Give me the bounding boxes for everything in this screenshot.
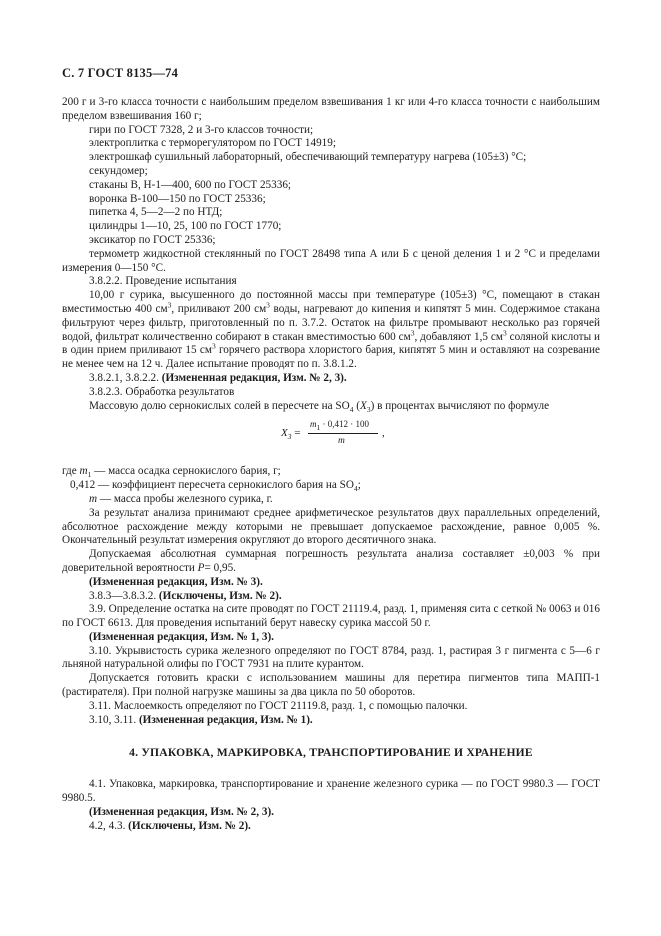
paragraph-3823 [62, 400, 600, 414]
text-run: , приливают 200 см [171, 302, 267, 315]
equipment-item: цилиндры 1—10, 25, 100 по ГОСТ 1770; [89, 220, 282, 233]
amendment-note [62, 372, 600, 386]
amendment-text: (Исключены, Изм. № 2). [158, 589, 282, 602]
formula-numerator [310, 419, 369, 433]
text-run: Массовую долю сернокислых солей в пересчете на SO [89, 399, 350, 412]
equipment-item: эксикатор по ГОСТ 25336; [89, 233, 216, 246]
variable: m [310, 419, 317, 430]
superscript: 3 [410, 327, 415, 337]
clause-numbers: 4.2, 4.3. [89, 819, 126, 832]
text-run: ( [353, 399, 361, 412]
paragraph-3831 [62, 590, 600, 604]
equipment-item: пипетка 4, 5—2—2 по НТД; [89, 206, 223, 219]
text-run: где [62, 465, 80, 478]
text-run: — коэффициент пересчета сернокислого бария на SO [95, 479, 354, 492]
subscript: 1 [316, 423, 321, 433]
formula-lhs [281, 427, 301, 442]
subscript: 3 [287, 432, 292, 442]
page-header: С. 7 ГОСТ 8135—74 [62, 66, 179, 80]
clause-numbers: 3.8.3—3.8.3.2. [89, 589, 157, 602]
amendment-text: (Измененная редакция, Изм. № 1). [138, 713, 313, 726]
amendment-text: (Исключены, Изм. № 2). [128, 819, 251, 832]
equipment-item: секундомер; [89, 164, 148, 177]
amendment-note: (Измененная редакция, Изм. № 1, 3). [89, 630, 274, 643]
clause-numbers: 3.10, 3.11. [89, 713, 137, 726]
subscript: 4 [349, 404, 354, 414]
fraction-bar [308, 433, 378, 434]
equipment-thermometer: термометр жидкостной стеклянный по ГОСТ 28498 типа А или Б с ценой деления 1 и 2 °С и пределами измерения 0—150 °С. [62, 247, 600, 274]
equipment-item: электрошкаф сушильный лабораторный, обеспечивающий температуру нагрева (105±3) °С; [89, 151, 527, 164]
amendment-text: (Измененная редакция, Изм. № 2, 3). [161, 371, 347, 384]
superscript: 3 [167, 300, 172, 310]
variable: X [360, 399, 367, 412]
paragraph-result-2 [62, 548, 600, 576]
variable: X [281, 427, 288, 440]
subscript: 4 [353, 484, 358, 494]
equipment-item: воронка В-100—150 по ГОСТ 25336; [89, 192, 266, 205]
text-run: , добавляют 1,5 см [414, 330, 503, 343]
subscript: 3 [366, 404, 371, 414]
paragraph-310: 3.10. Укрывистость сурика железного определяют по ГОСТ 8784, разд. 1, растирая 3 г пигмента с 5—6 г льняной натуральной олифы по ГОСТ 7931 на плите курантом. [62, 644, 600, 671]
formula-denominator: m [338, 436, 345, 447]
text-run: 10,00 г сурика, высушенного до постоянной массы при температуре (105±3) °С, помещают в стакан вместимостью 400 см [62, 289, 600, 315]
section-title-3823: 3.8.2.3. Обработка результатов [89, 385, 235, 398]
where-line-1 [62, 465, 600, 479]
superscript: 3 [502, 327, 507, 337]
text-run: — масса пробы железного сурика, г. [97, 492, 273, 505]
text-run: ) в процентах вычисляют по формуле [370, 399, 550, 412]
paragraph-311: 3.11. Маслоемкость определяют по ГОСТ 21119.8, разд. 1, с помощью палочки. [89, 699, 468, 712]
text-run: Допускаемая абсолютная суммарная погрешность результата анализа составляет ±0,003 % при доверительной вероятности [62, 548, 600, 574]
equipment-item: гири по ГОСТ 7328, 2 и 3-го классов точности; [89, 123, 314, 136]
amendment-note: (Измененная редакция, Изм. № 3). [89, 575, 263, 588]
where-line-3 [62, 493, 600, 507]
variable: P [197, 561, 205, 574]
equipment-item: электроплитка с терморегулятором по ГОСТ 14919; [89, 137, 336, 150]
clause-numbers: 3.8.2.1, 3.8.2.2. [89, 371, 159, 384]
text-run: воды, нагревают до кипения и кипятят 5 мин. Содержимое стакана фильтруют через фильтр, приготовленный по п. 3.7.2. Остаток на фильтре промывают несколько раз горячей водой, фильтрат количественно собирают в стакан вместимостью 600 см [62, 302, 600, 343]
variable: m [79, 465, 88, 478]
document-page [62, 66, 600, 834]
amendment-note [62, 714, 600, 728]
where-line-2 [62, 479, 600, 493]
formula [62, 419, 600, 461]
formula-comma: , [382, 427, 385, 440]
text-run: — масса осадка сернокислого бария, г; [91, 465, 281, 478]
text-run: ; [357, 479, 361, 492]
section-title-3822: 3.8.2.2. Проведение испытания [89, 275, 237, 288]
paragraph-equipment-cont: 200 г и 3-го класса точности с наибольшим пределом взвешивания 1 кг или 4-го класса точности с наибольшим пределом взвешивания 160 г; [62, 96, 600, 122]
text-run: горячего раствора хлористого бария, кипятят 5 мин и оставляют на созревание не менее чем на 12 ч. Далее испытание проводят по п. 3.8.1.2. [62, 344, 600, 371]
paragraph-result-1: За результат анализа принимают среднее арифметическое результатов двух параллельных определений, абсолютное расхождение между которыми не превышает допускаемое расхождение, равное 0,005 %. Окончательный результат измерения округляют до второго десятичного знака. [62, 506, 600, 547]
section-4-title: 4. УПАКОВКА, МАРКИРОВКА, ТРАНСПОРТИРОВАНИЕ И ХРАНЕНИЕ [129, 746, 533, 760]
amendment-note: (Измененная редакция, Изм. № 2, 3). [89, 806, 274, 819]
text-run: соляной кислоты и в один прием приливают 15 см [62, 330, 600, 357]
superscript: 3 [266, 300, 270, 310]
paragraph-310b: Допускается готовить краски с использованием машины для перетира пигментов типа МАПП-1 (растирателя). При полной нагрузке машины за два цикла по 50 оборотов. [62, 672, 600, 699]
paragraph-41: 4.1. Упаковка, маркировка, транспортирование и хранение железного сурика — по ГОСТ 9980.3 — ГОСТ 9980.5. [62, 778, 600, 805]
variable: m [89, 492, 98, 505]
equipment-item: стаканы В, Н-1—400, 600 по ГОСТ 25336; [89, 178, 292, 191]
paragraph-42 [62, 820, 600, 834]
subscript: 1 [87, 470, 92, 480]
text-run: = 0,95. [204, 561, 236, 574]
text-run: 0,412 [70, 479, 96, 492]
equals-sign: = [291, 427, 301, 440]
text-run: · 0,412 · 100 [320, 419, 369, 430]
superscript: 3 [211, 341, 216, 351]
paragraph-39: 3.9. Определение остатка на сите проводят по ГОСТ 21119.4, разд. 1, применяя сита с сеткой № 0063 и 016 по ГОСТ 6613. Для проведения испытаний берут навеску сурика массой 50 г. [62, 603, 600, 630]
paragraph-3822 [62, 289, 600, 372]
